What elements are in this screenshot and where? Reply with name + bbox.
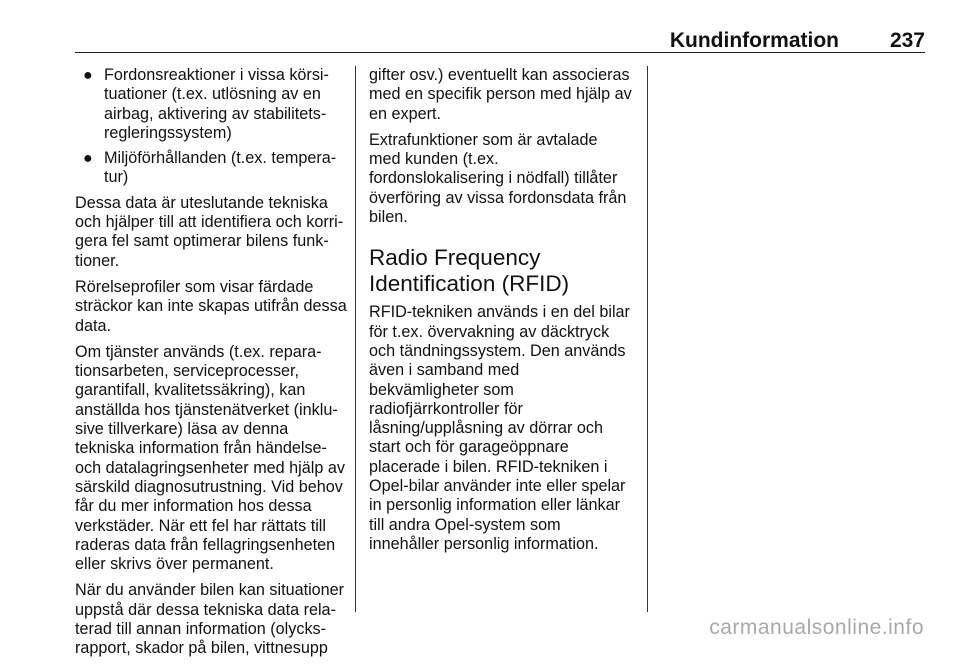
page-title: Kundinformation	[669, 29, 839, 52]
column-divider	[647, 66, 648, 612]
header-rule	[75, 52, 925, 53]
section-heading: Radio Frequency Identification (RFID)	[369, 245, 570, 297]
page-header	[75, 28, 925, 54]
body-paragraph: gifter osv.) eventuellt kan associeras med en specifik person med hjälp av en expert.	[369, 66, 632, 123]
body-paragraph: RFID-tekniken används i en del bilar för t.ex. övervakning av däcktryck och tändningssystem. Den används även i samband med bekvämligheter som radiofjärrkontroller för låsning/upplåsning av dörrar och start och för garageöppnare placerade i bilen. RFID-tekniken i Opel-bilar använder inte eller spelar in personlig information eller länkar till andra Opel-system som innehåller personlig information.	[369, 303, 630, 553]
body-paragraph: Dessa data är uteslutande tekniska och hjälper till att identifiera och korrigera fel samt optimerar bilens funktioner.	[75, 193, 344, 270]
body-paragraph: Rörelseprofiler som visar färdade sträckor kan inte skapas utifrån dessa data.	[75, 277, 347, 335]
column-divider	[355, 66, 356, 612]
bullet-list	[75, 66, 347, 188]
watermark: carmanualsonline.info	[709, 616, 924, 639]
bullet-item	[75, 149, 347, 188]
bullet-text: Fordonsreaktioner i vissa körsituationer (t.ex. utlösning av en airbag, aktivering av stabilitetsregleringssystem)	[104, 66, 329, 142]
left-column	[75, 66, 347, 666]
bullet-item	[75, 66, 347, 143]
bullet-dot-icon: ●	[83, 150, 93, 168]
page-number: 237	[889, 29, 925, 52]
right-column	[369, 66, 633, 561]
body-paragraph: Extrafunktioner som är avtalade med kunden (t.ex. fordonslokalisering i nödfall) tillåter överföring av vissa fordonsdata från bilen.	[369, 130, 627, 227]
body-paragraph: När du använder bilen kan situationer uppstå där dessa tekniska data relaterad till annan information (olycksrapport, skador på bilen, vittnesupp	[75, 581, 345, 658]
bullet-text: Miljöförhållanden (t.ex. temperatur)	[104, 149, 337, 187]
bullet-dot-icon: ●	[83, 67, 93, 84]
body-paragraph: Om tjänster används (t.ex. reparationsarbeten, serviceprocesser, garantifall, kvalitetssäkring), kan anställda hos tjänstenätverket (inklusive tillverkare) läsa av denna tekniska information från händelse- och datalagringsenheter med hjälp av särskild diagnosutrustning. Vid behov får du mer information hos dessa verkstäder. När ett fel har rättats till raderas data från fellagringsenheten eller skrivs över permanent.	[75, 342, 345, 574]
